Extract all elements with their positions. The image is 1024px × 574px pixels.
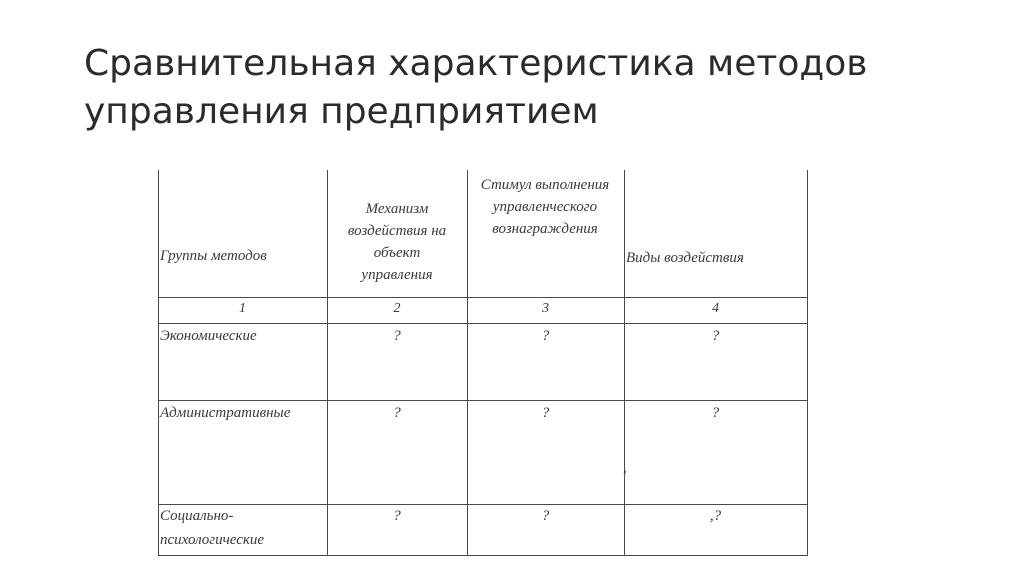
slide-title: Сравнительная характеристика методов управления предприятием <box>84 43 868 132</box>
header-groups: Группы методов <box>160 248 267 264</box>
col-number-4: 4 <box>712 301 719 316</box>
row1-bottom-line <box>158 400 808 401</box>
row-administrative-mechanism: ? <box>393 405 401 421</box>
header-bottom-line <box>158 297 808 298</box>
stray-comma-mark: , <box>623 460 627 476</box>
header-mechanism: Механизм воздействия на объект управления <box>347 201 447 283</box>
comparison-table <box>158 170 808 556</box>
table-border-bottom <box>158 555 808 556</box>
header-stimulus: Стимул выполнения управленческого вознаграждения <box>480 177 610 237</box>
header-influence-types: Виды воздействия <box>626 250 744 266</box>
table-border-right <box>807 170 808 556</box>
row-sociopsych-stimulus: ? <box>541 508 550 524</box>
table-divider-col4 <box>624 170 625 556</box>
row-sociopsych-group-line2: психологические <box>160 532 265 548</box>
col-number-3: 3 <box>542 301 549 316</box>
row-sociopsych-mechanism: ? <box>393 508 401 524</box>
col-number-1: 1 <box>239 301 246 316</box>
numbers-bottom-line <box>158 323 808 324</box>
table-divider-col3 <box>467 170 468 556</box>
row-sociopsych-group-line1: Социально- <box>160 508 234 524</box>
row-sociopsych-influence: ,? <box>709 508 722 524</box>
row-economic-influence: ? <box>711 328 720 344</box>
row-economic-mechanism: ? <box>393 328 401 344</box>
col-number-2: 2 <box>393 301 401 316</box>
table-divider-col2 <box>327 170 328 556</box>
row-economic-stimulus: ? <box>541 328 550 344</box>
table-border-left <box>158 170 159 556</box>
row-administrative-influence: ? <box>711 405 720 421</box>
row2-bottom-line <box>158 504 808 505</box>
row-administrative-group: Административные <box>160 405 291 421</box>
row-administrative-stimulus: ? <box>541 405 550 421</box>
row-economic-group: Экономические <box>160 328 257 344</box>
